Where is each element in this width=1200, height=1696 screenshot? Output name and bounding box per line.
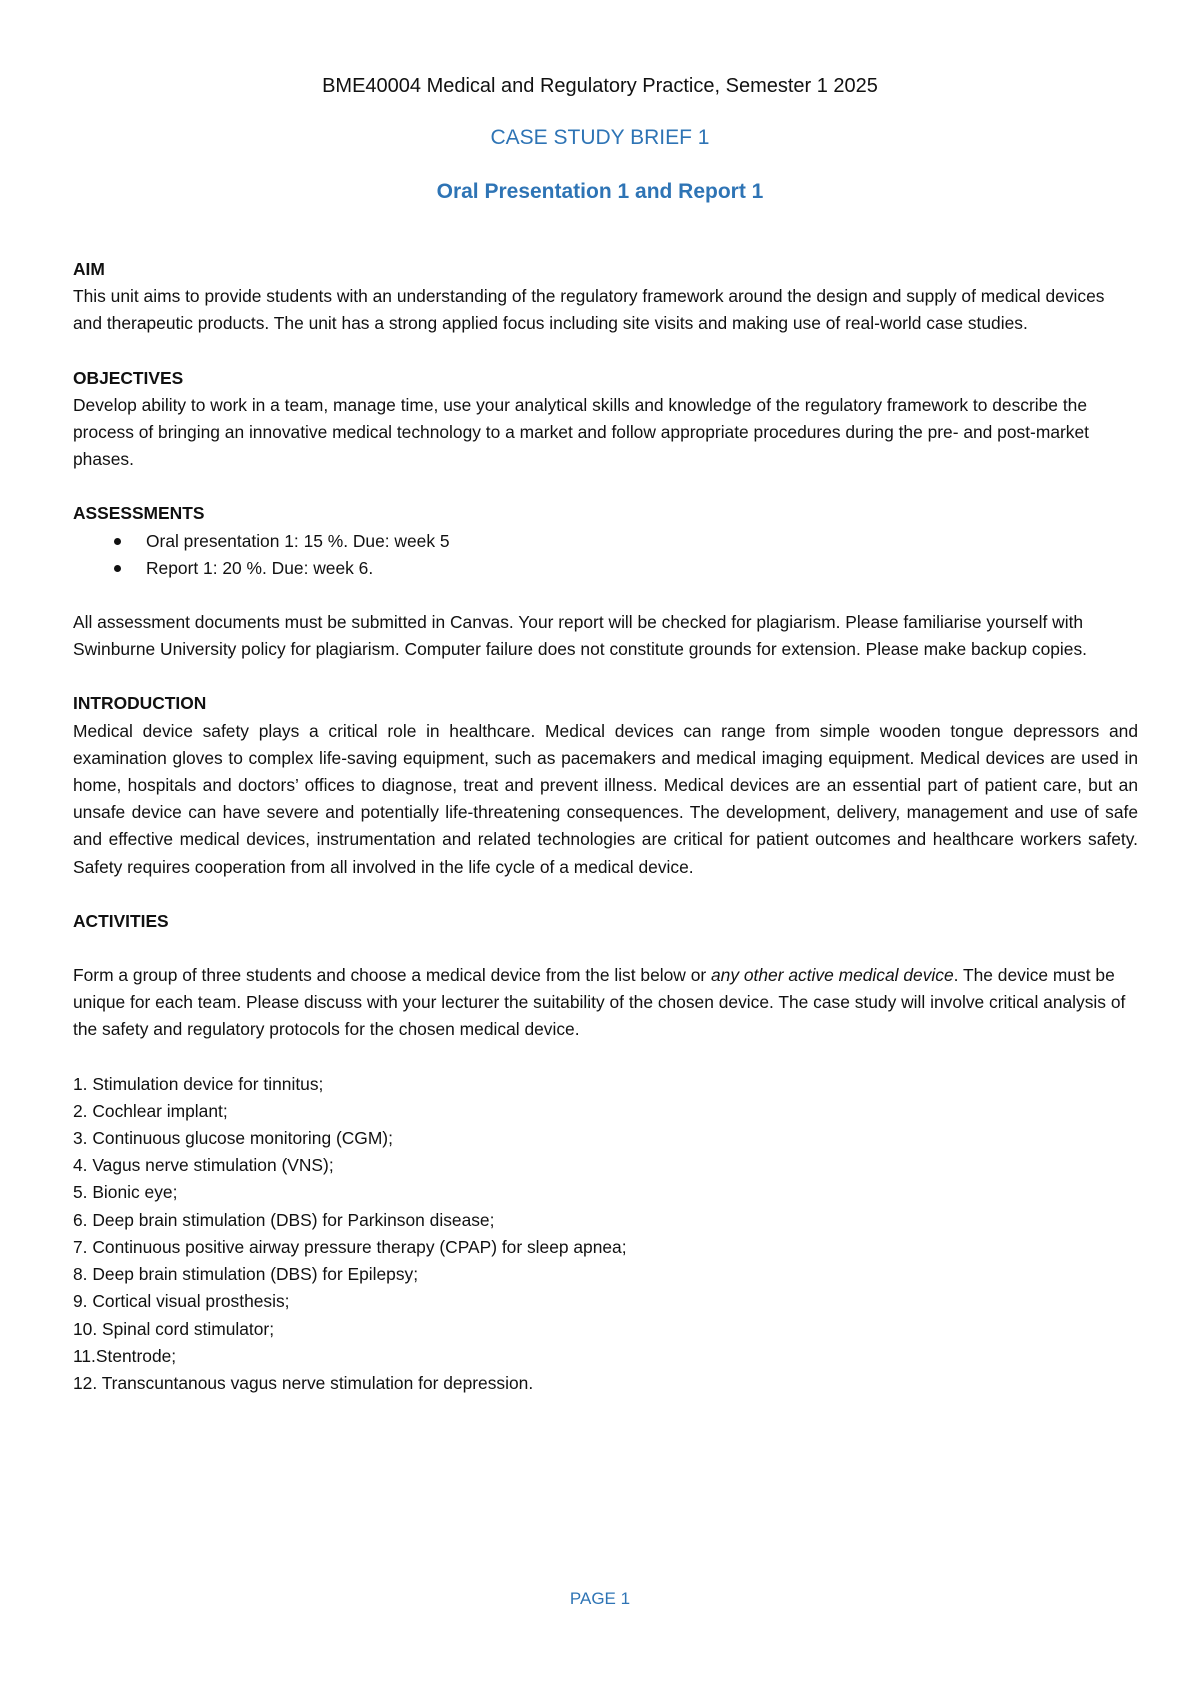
introduction-section (73, 690, 1138, 880)
list-item: 11.Stentrode; (73, 1345, 177, 1366)
list-item (114, 528, 1138, 555)
activities-text-start: Form a group of three students and choose a medical device from the list below or (73, 965, 711, 986)
assessment-item-oral: Oral presentation 1: 15 %. Due: week 5 (146, 530, 450, 551)
list-item: 1. Stimulation device for tinnitus; (73, 1073, 324, 1094)
assessments-list (73, 528, 1138, 582)
introduction-text: Medical device safety plays a critical role in healthcare. Medical devices can range from simple wooden tongue depressors and examination gloves to complex life-saving equipment, such as pacemakers and medical imaging equipment. Medical devices are used in home, hospitals and doctors’ offices to diagnose, treat and prevent illness. Medical devices are an essential part of patient care, but an unsafe device can have severe and potentially life-threatening consequences. The development, delivery, management and use of safe and effective medical devices, instrumentation and related technologies are critical for patient outcomes and healthcare workers safety. Safety requires cooperation from all involved in the life cycle of a medical device. (73, 720, 1138, 877)
document-body (73, 256, 1138, 1397)
aim-text: This unit aims to provide students with an understanding of the regulatory framework around the design and supply of medical devices and therapeutic products. The unit has a strong applied focus including site visits and making use of real-world case studies. (73, 286, 1105, 334)
activities-text-end: . The device must be unique for each team. Please discuss with your lecturer the suitability of the chosen device. The case study will involve critical analysis of the safety and regulatory protocols for the chosen medical device. (73, 965, 1126, 1040)
course-header: BME40004 Medical and Regulatory Practice, Semester 1 2025 (322, 75, 878, 97)
activities-heading: ACTIVITIES (73, 910, 169, 931)
bullet-icon (114, 538, 121, 545)
list-item: 5. Bionic eye; (73, 1182, 178, 1203)
list-item: 3. Continuous glucose monitoring (CGM); (73, 1128, 393, 1149)
assessment-item-report: Report 1: 20 %. Due: week 6. (146, 557, 374, 578)
activities-text-italic: any other active medical device (711, 965, 954, 986)
assessments-heading: ASSESSMENTS (73, 503, 205, 524)
activities-section (73, 908, 1138, 1397)
device-list (73, 1071, 1138, 1397)
page-number: PAGE 1 (569, 1589, 631, 1608)
bullet-icon (114, 565, 121, 572)
list-item: 4. Vagus nerve stimulation (VNS); (73, 1155, 334, 1176)
document-title: CASE STUDY BRIEF 1 (490, 126, 710, 149)
objectives-section (73, 365, 1138, 474)
list-item: 6. Deep brain stimulation (DBS) for Parkinson disease; (73, 1209, 495, 1230)
objectives-text: Develop ability to work in a team, manage time, use your analytical skills and knowledge of the regulatory framework to describe the process of bringing an innovative medical technology to a market and follow appropriate procedures during the pre- and post-market phases. (73, 394, 1089, 470)
list-item: 8. Deep brain stimulation (DBS) for Epilepsy; (73, 1264, 419, 1285)
aim-heading: AIM (73, 259, 105, 279)
aim-section (73, 256, 1138, 338)
introduction-heading: INTRODUCTION (73, 693, 207, 714)
assessments-section (73, 500, 1138, 663)
list-item: 2. Cochlear implant; (73, 1100, 228, 1121)
list-item: 9. Cortical visual prosthesis; (73, 1291, 290, 1312)
document-subtitle: Oral Presentation 1 and Report 1 (436, 180, 764, 203)
assessments-note: All assessment documents must be submitted in Canvas. Your report will be checked for plagiarism. Please familiarise yourself with Swinburne University policy for plagiarism. Computer failure does not constitute grounds for extension. Please make backup copies. (73, 612, 1087, 660)
activities-text (73, 962, 1138, 1044)
objectives-heading: OBJECTIVES (73, 367, 184, 388)
list-item: 12. Transcuntanous vagus nerve stimulation for depression. (73, 1372, 534, 1393)
list-item: 10. Spinal cord stimulator; (73, 1318, 275, 1339)
list-item: 7. Continuous positive airway pressure therapy (CPAP) for sleep apnea; (73, 1236, 627, 1257)
list-item (114, 555, 1138, 582)
